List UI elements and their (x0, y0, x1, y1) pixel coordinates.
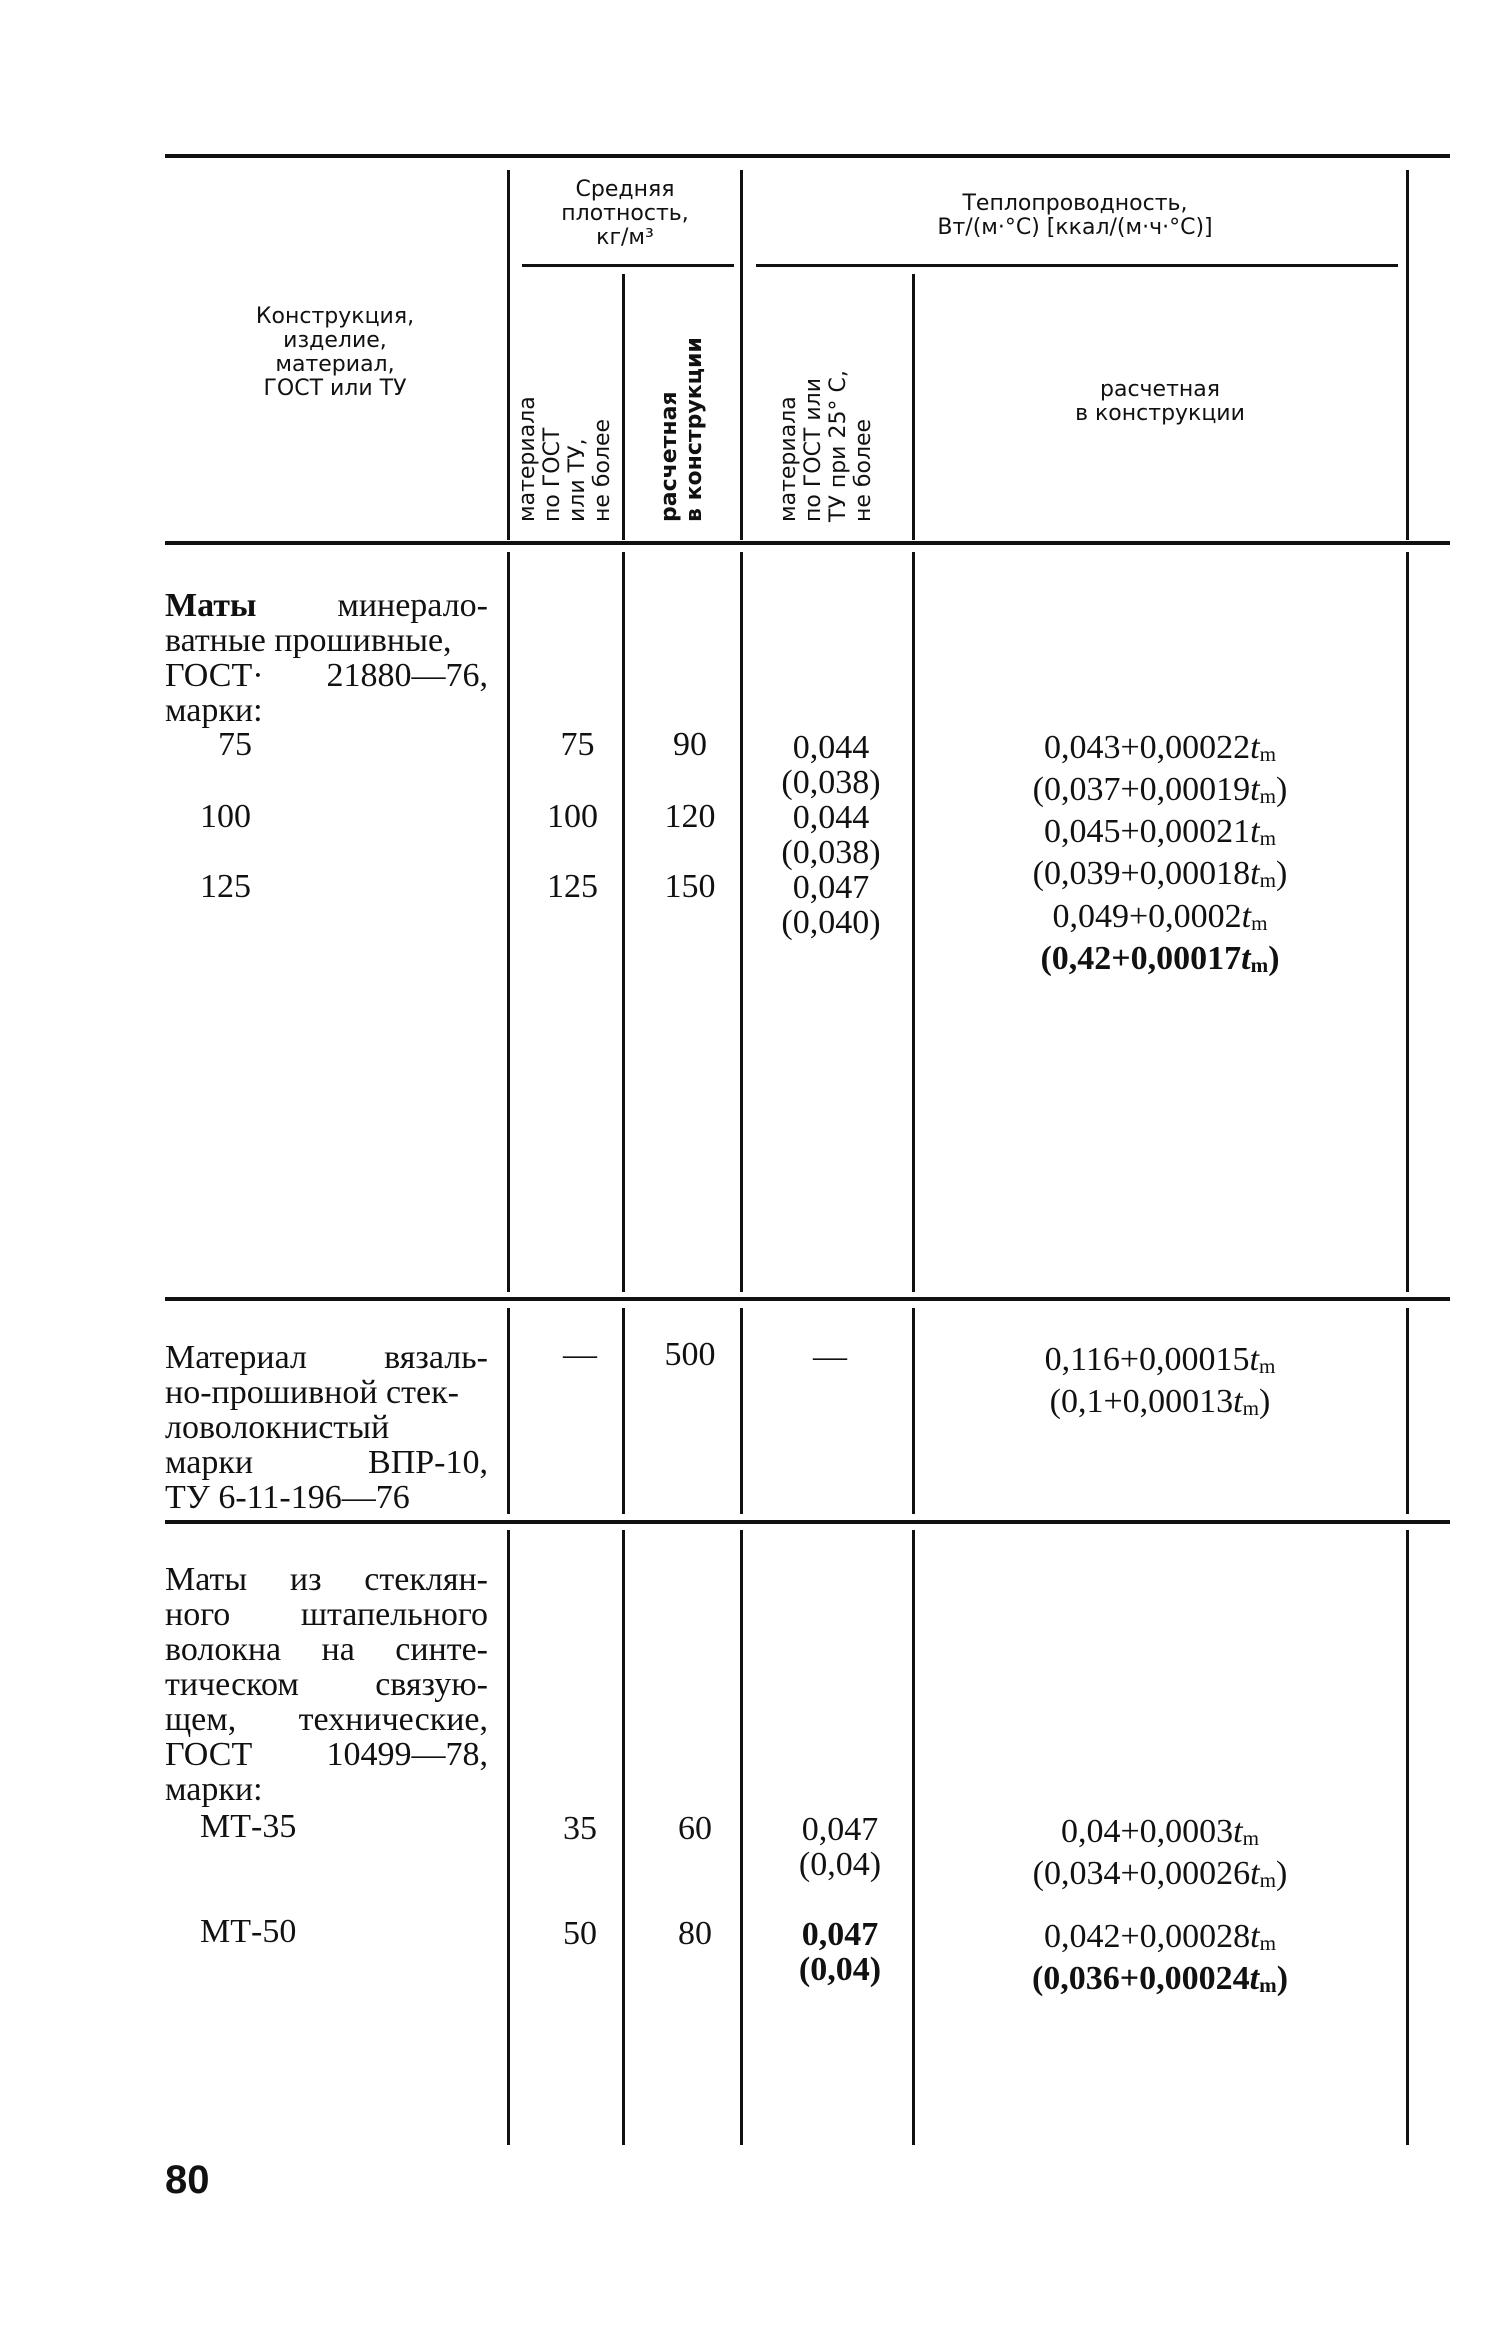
row2-density-calc: 500 (664, 1336, 716, 1373)
row3-material-line: Маты из стеклян- (165, 1561, 488, 1598)
row3-material-line: ного штапельного (165, 1596, 488, 1633)
row2-material-line: Материал вязаль- (165, 1339, 488, 1376)
row2-material-line: ТУ 6-11-196—76 (165, 1479, 410, 1516)
cond-material-value: 0,044 (792, 799, 870, 836)
vrule-5-row2 (1406, 1308, 1409, 1514)
row1-density-calc-100: 120 (664, 798, 716, 835)
row2-material-line: но-прошивной стек- (165, 1374, 459, 1411)
header-density-line: плотность, (561, 201, 689, 226)
header-rot-line: или ТУ, (565, 438, 590, 522)
header-density-underline (522, 264, 734, 267)
header-rot-line: ТУ при 25° С, (826, 370, 851, 522)
cond-calc-formula: $0,04+0,0003t_m$ (1060, 1813, 1260, 1851)
row1-material-line: марки: (165, 692, 263, 729)
cond-calc-formula: $0,049+0,0002t_m$ (1052, 897, 1268, 935)
vrule-5-row3 (1406, 1530, 1409, 2145)
vrule-1-row3 (507, 1530, 510, 2145)
row1-density-material-125: 125 (547, 868, 598, 905)
row1-density-material-100: 100 (547, 798, 598, 835)
cond-material-value: (0,038) (781, 834, 881, 871)
vrule-1-row2 (507, 1308, 510, 1514)
header-construction-line: изделие, (283, 328, 387, 353)
row3-material-line: марки: (165, 1771, 263, 1808)
row3-cond-material-mt50 (770, 1917, 910, 1987)
row3-material (165, 1562, 488, 1807)
header-conductivity-underline (756, 264, 1398, 267)
cond-material-value: (0,040) (781, 904, 881, 941)
cond-calc-formula: $0,042+0,00028t_m$ (1043, 1918, 1277, 1956)
row3-material-line: ГОСТ 10499—78, (165, 1736, 488, 1773)
vrule-2-row2 (622, 1308, 625, 1514)
row3-cond-calc-mt50 (920, 1919, 1400, 2003)
row1-material-line: ГОСТ· 21880—76, (165, 657, 488, 694)
header-cond-calc (915, 378, 1405, 426)
header-construction-line: Конструкция, (255, 304, 415, 329)
cond-calc-formula: $0,043+0,00022t_m$ (1043, 729, 1277, 767)
row3-density-material-mt50: 50 (563, 1915, 597, 1952)
row2-density-material: — (563, 1336, 597, 1373)
vrule-3-row3 (740, 1530, 743, 2145)
cond-calc-formula: $(0,036+0,00024t_m)$ (1031, 1960, 1289, 1998)
header-rot-line: в конструкции (682, 337, 707, 522)
header-rot-line: не более (590, 418, 615, 522)
cond-material-value: 0,047 (801, 1811, 879, 1848)
row1-density-calc-75: 90 (673, 726, 707, 763)
header-cond-calc-line: в конструкции (1075, 401, 1245, 426)
header-rot-line: материала (515, 396, 540, 522)
header-density-line: кг/м³ (596, 225, 654, 250)
cond-material-value: (0,038) (781, 764, 881, 801)
header-rot-line: по ГОСТ или (801, 377, 826, 522)
row1-mark-75: 75 (218, 726, 252, 763)
table-top-rule (165, 154, 1450, 158)
vrule-5-row1 (1406, 552, 1409, 1292)
cond-calc-formula: $(0,42+0,00017t_m)$ (1040, 939, 1280, 977)
header-conductivity-line: Вт/(м·°С) [ккал/(м·ч·°С)] (937, 215, 1213, 240)
row1-bold-word: Маты (165, 587, 257, 624)
cond-material-value: (0,04) (798, 1846, 882, 1883)
row3-mark-mt35: МТ-35 (200, 1808, 297, 1845)
header-density-calc (657, 337, 707, 522)
row2-cond-calc (920, 1342, 1400, 1426)
header-rot-line: не более (851, 418, 876, 522)
cond-calc-formula: $(0,034+0,00026t_m)$ (1032, 1855, 1288, 1893)
cond-material-value: 0,044 (792, 729, 870, 766)
header-bottom-rule (165, 541, 1450, 545)
row3-mark-mt50: МТ-50 (200, 1913, 297, 1950)
cond-calc-formula: $(0,037+0,00019t_m)$ (1032, 771, 1288, 809)
row1-bottom-rule (165, 1297, 1450, 1301)
header-conductivity (745, 192, 1405, 240)
header-cond-calc-line: расчетная (1100, 377, 1220, 402)
row1-density-material-75: 75 (560, 726, 595, 763)
vrule-1-row1 (507, 552, 510, 1292)
row2-bottom-rule (165, 1520, 1450, 1524)
row1-density-calc-125: 150 (664, 868, 716, 905)
row3-material-line: щем, технические, (165, 1701, 488, 1738)
vrule-3-row2 (740, 1308, 743, 1514)
page-number: 80 (165, 2158, 210, 2202)
row3-cond-calc-mt35 (920, 1814, 1400, 1898)
vrule-4-row2 (912, 1308, 915, 1514)
vrule-4-row3 (912, 1530, 915, 2145)
cond-calc-formula: $0,045+0,00021t_m$ (1043, 813, 1277, 851)
cond-calc-formula: $(0,039+0,00018t_m)$ (1032, 855, 1288, 893)
row1-cond-material (752, 730, 910, 940)
vrule-2-header (622, 274, 625, 540)
cond-calc-formula: $(0,1+0,00013t_m)$ (1049, 1383, 1271, 1421)
row2-material (165, 1340, 488, 1515)
row2-material-line: ловолокнистый (165, 1409, 390, 1446)
header-density-material (515, 396, 615, 522)
cond-calc-formula: $0,116+0,00015t_m$ (1044, 1341, 1276, 1379)
row1-cond-calc (920, 730, 1400, 983)
header-cond-material (776, 370, 876, 522)
row3-cond-material-mt35 (770, 1812, 910, 1882)
header-construction-line: материал, (275, 352, 395, 377)
row1-mark-100: 100 (200, 798, 251, 835)
cond-material-value: (0,04) (798, 1951, 882, 1988)
vrule-3-row1 (740, 552, 743, 1292)
header-construction (165, 305, 505, 401)
cond-material-value: 0,047 (801, 1916, 879, 1953)
header-rot-line: материала (776, 396, 801, 522)
header-density (510, 178, 740, 250)
row2-cond-material: — (813, 1338, 847, 1375)
row3-density-calc-mt35: 60 (678, 1810, 712, 1847)
vrule-4-row1 (912, 552, 915, 1292)
row3-density-calc-mt50: 80 (678, 1915, 712, 1952)
row1-material-line: ватные прошивные, (165, 622, 452, 659)
row3-material-line: волокна на синте- (165, 1631, 488, 1668)
row1-material (165, 588, 488, 728)
row1-material-line: Маты минерало- (165, 587, 488, 624)
header-rot-line: по ГОСТ (540, 427, 565, 522)
header-construction-line: ГОСТ или ТУ (263, 376, 407, 401)
cond-material-value: 0,047 (792, 869, 870, 906)
vrule-3-header (740, 170, 743, 540)
row3-density-material-mt35: 35 (563, 1810, 597, 1847)
vrule-5-header (1406, 170, 1409, 540)
row3-material-line: тическом связую- (165, 1666, 488, 1703)
row2-material-line: марки ВПР-10, (165, 1444, 488, 1481)
row1-mark-125: 125 (200, 868, 251, 905)
vrule-2-row1 (622, 552, 625, 1292)
vrule-2-row3 (622, 1530, 625, 2145)
header-density-line: Средняя (575, 177, 675, 202)
header-rot-line: расчетная (657, 391, 682, 522)
header-conductivity-line: Теплопроводность, (962, 191, 1188, 216)
